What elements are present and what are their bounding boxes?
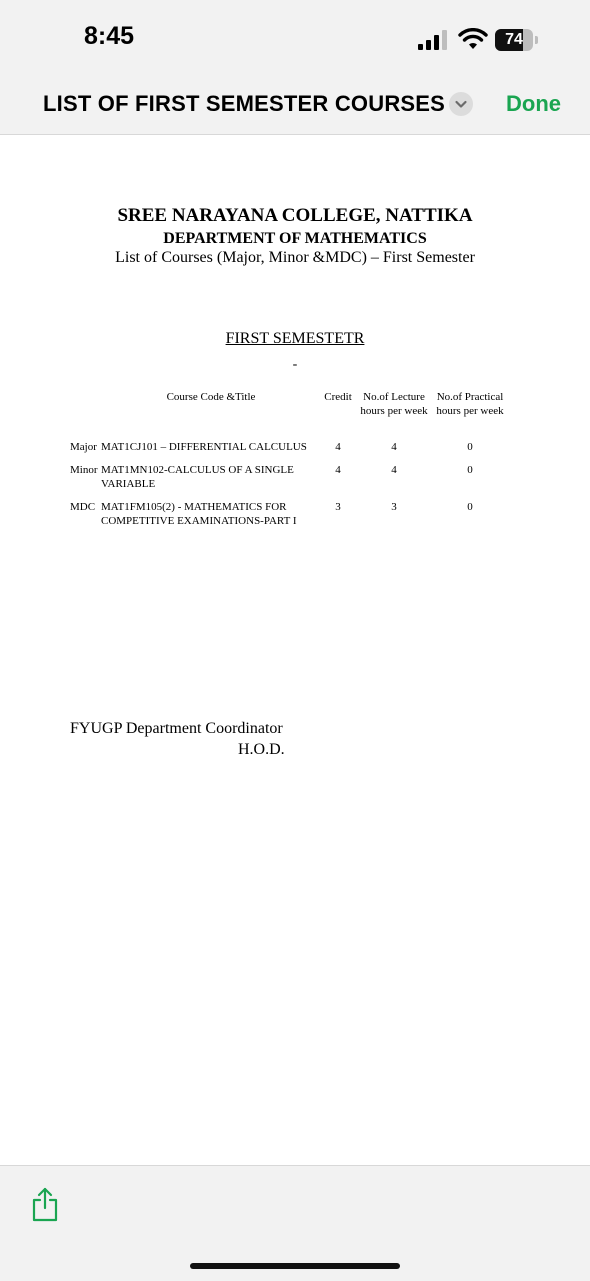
battery-tip [535,36,538,44]
header-practical-hours: No.of Practical hours per week [436,391,504,417]
list-title: List of Courses (Major, Minor &MDC) – First Semester [115,249,475,266]
row-type: MDC [70,501,96,513]
coordinator-signature-label: FYUGP Department Coordinator [70,720,283,737]
status-time: 8:45 [84,22,135,50]
header-lecture-hours: No.of Lecture hours per week [360,391,428,417]
row-credit: 4 [335,441,341,453]
row-lecture-hours: 3 [391,501,397,513]
home-indicator[interactable] [190,1263,400,1269]
row-type: Minor [70,464,98,476]
row-lecture-hours: 4 [391,464,397,476]
row-lecture-hours: 4 [391,441,397,453]
bottom-toolbar [0,1165,590,1281]
document-page[interactable] [0,135,590,1165]
row-practical-hours: 0 [467,501,473,513]
row-course: MAT1MN102-CALCULUS OF A SINGLE VARIABLE [101,464,294,490]
wifi-icon [458,28,488,50]
row-course: MAT1FM105(2) - MATHEMATICS FOR COMPETITIVE EXAMINATIONS-PART I [101,501,297,527]
done-button[interactable]: Done [506,91,561,116]
chevron-down-icon [449,92,473,116]
college-name: SREE NARAYANA COLLEGE, NATTIKA [117,205,473,226]
battery-body [495,29,533,51]
row-course: MAT1CJ101 – DIFFERENTIAL CALCULUS [101,441,307,453]
document-title[interactable]: LIST OF FIRST SEMESTER COURSES [43,91,446,116]
department-name: DEPARTMENT OF MATHEMATICS [163,230,427,247]
navigation-bar [0,80,590,135]
semester-heading: FIRST SEMESTETR [225,330,365,347]
battery-level-text: 74 [505,31,523,48]
cellular-signal-icon [418,30,448,50]
row-credit: 4 [335,464,341,476]
dash-separator: - [292,357,298,372]
title-menu-button[interactable] [449,92,473,116]
row-practical-hours: 0 [467,464,473,476]
header-credit: Credit [324,391,352,403]
share-icon[interactable] [30,1186,60,1222]
battery-icon [495,29,539,51]
hod-signature-label: H.O.D. [238,741,285,758]
status-bar [0,0,590,80]
row-credit: 3 [335,501,341,513]
row-practical-hours: 0 [467,441,473,453]
header-course: Course Code &Title [166,391,256,403]
row-type: Major [70,441,97,453]
